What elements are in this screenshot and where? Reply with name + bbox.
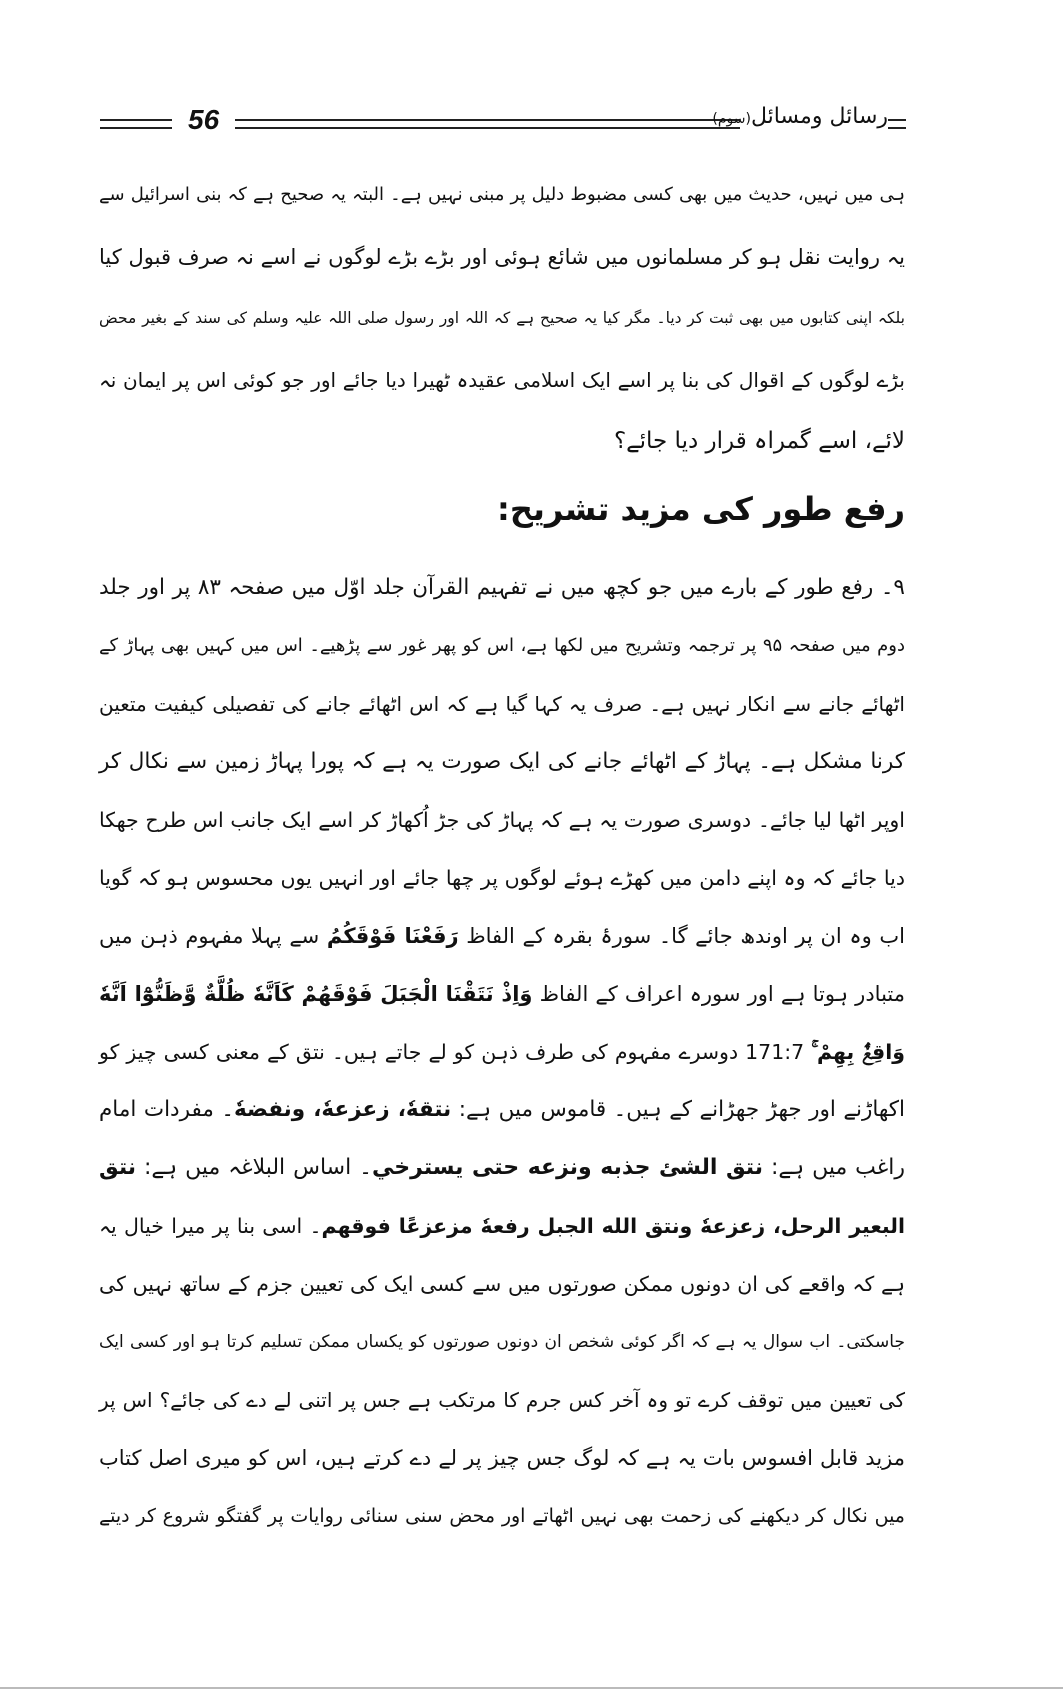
text-line — [99, 1325, 905, 1359]
text-segment: راغب میں ہے: — [763, 1155, 906, 1180]
page-edge — [0, 1687, 1063, 1689]
arabic-quote: نتقهٗ، زعزعهٗ، ونفضهٗ — [233, 1097, 452, 1122]
arabic-quote: وَاقِعٌۢ بِهِمْ ۚ — [811, 1040, 905, 1064]
header-rule-right — [888, 119, 906, 129]
text-line — [99, 745, 905, 779]
text-segment: اٹھائے جانے سے انکار نہیں ہے۔ صرف یہ کہا گیا ہے کہ اس اٹھائے جانے کی تفصیلی کیفیت متعین — [99, 692, 905, 716]
text-segment: ۔ اساس البلاغہ میں ہے: — [136, 1155, 373, 1180]
text-segment: دیا جائے کہ وہ اپنے دامن میں کھڑے ہوئے لوگوں پر چھا جائے اور انہیں یوں محسوس ہو کہ گویا — [99, 866, 905, 890]
page-number: 56 — [188, 104, 220, 135]
text-segment: ہے کہ واقعے کی ان دونوں ممکن صورتوں میں سے کسی ایک کی تعیین جزم کے ساتھ نہیں کی — [99, 1272, 905, 1296]
text-segment: میں نکال کر دیکھنے کی زحمت بھی نہیں اٹھاتے اور محض سنی سنائی روایات پر گفتگو شروع کر دیتے — [99, 1505, 905, 1527]
arabic-quote: وَاِذْ نَتَقْنَا الْجَبَلَ فَوْقَهُمْ كَاَنَّهٗ ظُلَّةٌ وَّظَنُّوْٓا اَنَّهٗ — [99, 982, 533, 1006]
text-line — [99, 977, 905, 1011]
arabic-quote: نتق — [99, 1155, 137, 1180]
text-segment: کی تعیین میں توقف کرے تو وہ آخر کس جرم کا مرتکب ہے جس پر اتنی لے دے کی جائے؟ اس پر — [99, 1388, 905, 1412]
text-segment: جاسکتی۔ اب سوال یہ ہے کہ اگر کوئی شخص ان دونوں صورتوں کو یکساں ممکن تسلیم کرتا ہو اور کسی ایک — [99, 1332, 905, 1352]
text-line — [99, 240, 905, 274]
volume-label: (سوم) — [712, 111, 751, 127]
book-title — [712, 104, 888, 129]
text-segment: ۹۔ رفع طور کے بارے میں جو کچھ میں نے تفہیم القرآن جلد اوّل میں صفحہ ۸۳ پر اور جلد — [99, 575, 905, 600]
text-line — [99, 301, 905, 335]
text-line — [99, 919, 905, 953]
text-line — [99, 1035, 905, 1069]
text-line — [99, 1209, 905, 1243]
header-rule-left — [100, 119, 172, 129]
text-segment: ۔ مفردات امام — [99, 1097, 234, 1122]
text-line — [99, 1441, 905, 1475]
text-segment: متبادر ہوتا ہے اور سورہ اعراف کے الفاظ — [532, 982, 905, 1006]
text-line — [99, 687, 905, 721]
text-segment: اکھاڑنے اور جھڑ جھڑانے کے ہیں۔ قاموس میں ہے: — [451, 1097, 906, 1122]
text-segment: اوپر اٹھا لیا جائے۔ دوسری صورت یہ ہے کہ پہاڑ کی جڑ اُکھاڑ کر اسے ایک جانب اس طرح جھکا — [99, 808, 905, 832]
text-segment: سے پہلا مفہوم ذہن میں — [99, 924, 327, 948]
text-segment: مزید قابل افسوس بات یہ ہے کہ لوگ جس چیز پر لے دے کرتے ہیں، اس کو میری اصل کتاب — [99, 1446, 905, 1470]
arabic-quote: البعير الرحل، زعزعهٗ ونتق الله الجبل رفعهٗ مزعزعًا فوقهم — [321, 1214, 905, 1238]
text-line — [99, 178, 905, 212]
text-line — [99, 629, 905, 663]
book-title-text: رسائل ومسائل — [750, 104, 888, 129]
text-line — [99, 1267, 905, 1301]
text-segment: دوم میں صفحہ ۹۵ پر ترجمہ وتشریح میں لکھا ہے، اس کو پھر غور سے پڑھیے۔ اس میں کہیں بھی پہاڑ کے — [99, 635, 905, 656]
header-rule-middle — [235, 119, 740, 129]
text-segment: اب وہ ان پر اوندھ جائے گا۔ سورۂ بقرہ کے الفاظ — [458, 924, 905, 948]
arabic-quote: نتق الشئ جذبه ونزعه حتى يسترخي — [372, 1155, 764, 1180]
text-line — [99, 424, 905, 458]
text-segment: بڑے لوگوں کے اقوال کی بنا پر اسے ایک اسلامی عقیدہ ٹھیرا دیا جائے اور جو کوئی اس پر ایمان نہ — [99, 367, 905, 392]
text-line — [99, 1151, 905, 1185]
text-segment: 171:7 دوسرے مفہوم کی طرف ذہن کو لے جاتے ہیں۔ نتق کے معنی کسی چیز کو — [99, 1040, 812, 1064]
text-segment: ۔ اسی بنا پر میرا خیال یہ — [99, 1214, 322, 1238]
arabic-quote: رَفَعْنَا فَوْقَكُمُ — [326, 924, 459, 948]
text-line — [99, 571, 905, 605]
text-segment: ہی میں نہیں، حدیث میں بھی کسی مضبوط دلیل پر مبنی نہیں ہے۔ البتہ یہ صحیح ہے کہ بنی اسرائیل سے — [99, 184, 905, 205]
text-segment: لائے، اسے گمراہ قرار دیا جائے؟ — [613, 428, 905, 454]
text-line — [99, 1499, 905, 1533]
section-heading: رفع طور کی مزید تشریح: — [497, 490, 905, 528]
text-line — [99, 363, 905, 397]
running-header — [100, 104, 906, 140]
text-line — [99, 861, 905, 895]
text-segment: یہ روایت نقل ہو کر مسلمانوں میں شائع ہوئی اور بڑے بڑے لوگوں نے اسے نہ صرف قبول کیا — [99, 244, 905, 269]
text-segment: بلکہ اپنی کتابوں میں بھی ثبت کر دیا۔ مگر کیا یہ صحیح ہے کہ اللہ اور رسول صلی اللہ علیہ وسلم کی سند کے بغیر محض — [99, 309, 905, 327]
text-segment: کرنا مشکل ہے۔ پہاڑ کے اٹھائے جانے کی ایک صورت یہ ہے کہ پورا پہاڑ زمین سے نکال کر — [99, 749, 905, 774]
text-line — [99, 1093, 905, 1127]
text-line — [99, 1383, 905, 1417]
text-line — [99, 803, 905, 837]
